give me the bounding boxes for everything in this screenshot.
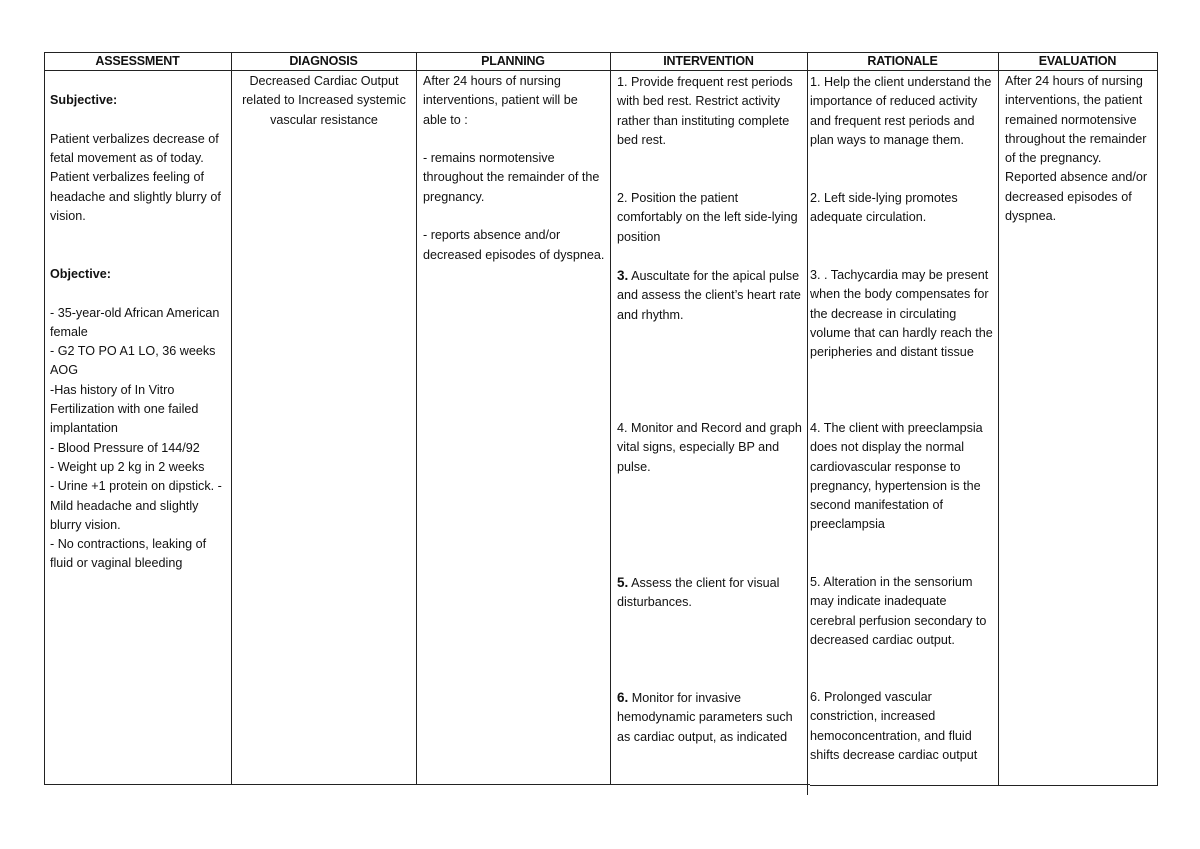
objective-item: - Blood Pressure of 144/92 bbox=[50, 440, 200, 455]
intervention-text: Position the patient comfortably on the left side-lying position bbox=[617, 191, 798, 244]
rationale-number: 5. bbox=[810, 575, 821, 589]
rationale-number: 4. bbox=[810, 421, 821, 435]
intervention-number: 6. bbox=[617, 690, 629, 705]
evaluation-text: After 24 hours of nursing interventions, the patient remained normotensive throughout the remainder of the pregnancy. Reported absence and/or decreased episodes of dyspnea. bbox=[1005, 74, 1148, 224]
table-bottom-border-right bbox=[810, 785, 1158, 786]
header-diagnosis: DIAGNOSIS bbox=[289, 54, 358, 68]
intervention-item-6 bbox=[617, 688, 803, 747]
objective-item: - Weight up 2 kg in 2 weeks bbox=[50, 459, 205, 474]
rationale-item-1 bbox=[810, 73, 994, 150]
header-planning: PLANNING bbox=[481, 54, 545, 68]
column-border-1 bbox=[231, 52, 232, 785]
objective-item: -Has history of In Vitro Fertilization with one failed implantation bbox=[50, 382, 199, 436]
assessment-cell bbox=[50, 72, 226, 574]
rationale-number: 1. bbox=[810, 75, 821, 89]
rationale-number: 6. bbox=[810, 690, 821, 704]
objective-item: - G2 TO PO A1 LO, 36 weeks AOG bbox=[50, 344, 216, 378]
rationale-text: Help the client understand the importance of reduced activity and frequent rest periods and plan ways to manage them. bbox=[810, 75, 992, 147]
intervention-number: 1. bbox=[617, 75, 628, 89]
table-bottom-border bbox=[44, 784, 810, 785]
planning-goal: - remains normotensive throughout the remainder of the pregnancy. bbox=[423, 151, 600, 204]
rationale-item-2 bbox=[810, 189, 994, 228]
column-border-2 bbox=[416, 52, 417, 785]
intervention-item-4 bbox=[617, 419, 803, 477]
rationale-text: . Tachycardia may be present when the body compensates for the decrease in circulating volume that can hardly reach the peripheries and distant tissue bbox=[810, 268, 993, 360]
rationale-item-6 bbox=[810, 688, 994, 765]
nursing-care-plan-table bbox=[44, 52, 1158, 785]
column-border-4 bbox=[807, 52, 808, 795]
rationale-item-4 bbox=[810, 419, 994, 535]
subjective-label: Subjective: bbox=[50, 93, 118, 108]
intervention-item-3 bbox=[617, 266, 803, 325]
column-border-6 bbox=[1157, 52, 1158, 785]
rationale-item-5 bbox=[810, 573, 994, 650]
header-assessment: ASSESSMENT bbox=[95, 54, 180, 68]
planning-cell bbox=[423, 72, 605, 265]
rationale-text: Prolonged vascular constriction, increased hemoconcentration, and fluid shifts decrease cardiac output bbox=[810, 690, 978, 762]
intervention-text: Provide frequent rest periods with bed rest. Restrict activity rather than instituting complete bed rest. bbox=[617, 75, 793, 147]
intervention-item-5 bbox=[617, 573, 803, 613]
header-evaluation: EVALUATION bbox=[1038, 54, 1117, 68]
intervention-number: 3. bbox=[617, 268, 629, 283]
rationale-number: 3. bbox=[810, 268, 821, 282]
intervention-number: 2. bbox=[617, 191, 628, 205]
intervention-number: 4. bbox=[617, 421, 628, 435]
objective-item: - 35-year-old African American female bbox=[50, 305, 220, 339]
rationale-number: 2. bbox=[810, 191, 821, 205]
objective-item: - No contractions, leaking of fluid or vaginal bleeding bbox=[50, 537, 207, 571]
intervention-number: 5. bbox=[617, 575, 629, 590]
objective-item: - Urine +1 protein on dipstick. - Mild headache and slightly blurry vision. bbox=[50, 479, 222, 532]
intervention-text: Monitor and Record and graph vital signs, especially BP and pulse. bbox=[617, 421, 802, 474]
header-bottom-border bbox=[44, 70, 1158, 71]
intervention-text: Monitor for invasive hemodynamic parameters such as cardiac output, as indicated bbox=[617, 691, 793, 744]
header-rationale: RATIONALE bbox=[867, 54, 938, 68]
column-border-3 bbox=[610, 52, 611, 785]
objective-label: Objective: bbox=[50, 266, 111, 281]
planning-goal: - reports absence and/or decreased episodes of dyspnea. bbox=[423, 228, 605, 262]
planning-intro: After 24 hours of nursing interventions, patient will be able to : bbox=[423, 74, 578, 127]
rationale-item-3 bbox=[810, 266, 994, 362]
intervention-text: Auscultate for the apical pulse and assess the client’s heart rate and rhythm. bbox=[617, 269, 801, 322]
rationale-text: Left side-lying promotes adequate circulation. bbox=[810, 191, 958, 225]
intervention-item-1 bbox=[617, 73, 803, 150]
intervention-item-2 bbox=[617, 189, 803, 247]
evaluation-cell bbox=[1005, 72, 1155, 226]
diagnosis-text: Decreased Cardiac Output related to Increased systemic vascular resistance bbox=[242, 74, 406, 127]
rationale-text: Alteration in the sensorium may indicate inadequate cerebral perfusion secondary to decreased cardiac output. bbox=[810, 575, 987, 647]
rationale-text: The client with preeclampsia does not display the normal cardiovascular response to pregnancy, hypertension is the second manifestation of preeclampsia bbox=[810, 421, 983, 532]
column-border-0 bbox=[44, 52, 45, 785]
diagnosis-cell bbox=[235, 72, 413, 130]
column-border-5 bbox=[998, 52, 999, 785]
subjective-text: Patient verbalizes decrease of fetal movement as of today. Patient verbalizes feeling of headache and slightly blurry of vision. bbox=[50, 131, 221, 224]
header-intervention: INTERVENTION bbox=[663, 54, 754, 68]
intervention-text: Assess the client for visual disturbances. bbox=[617, 576, 780, 610]
